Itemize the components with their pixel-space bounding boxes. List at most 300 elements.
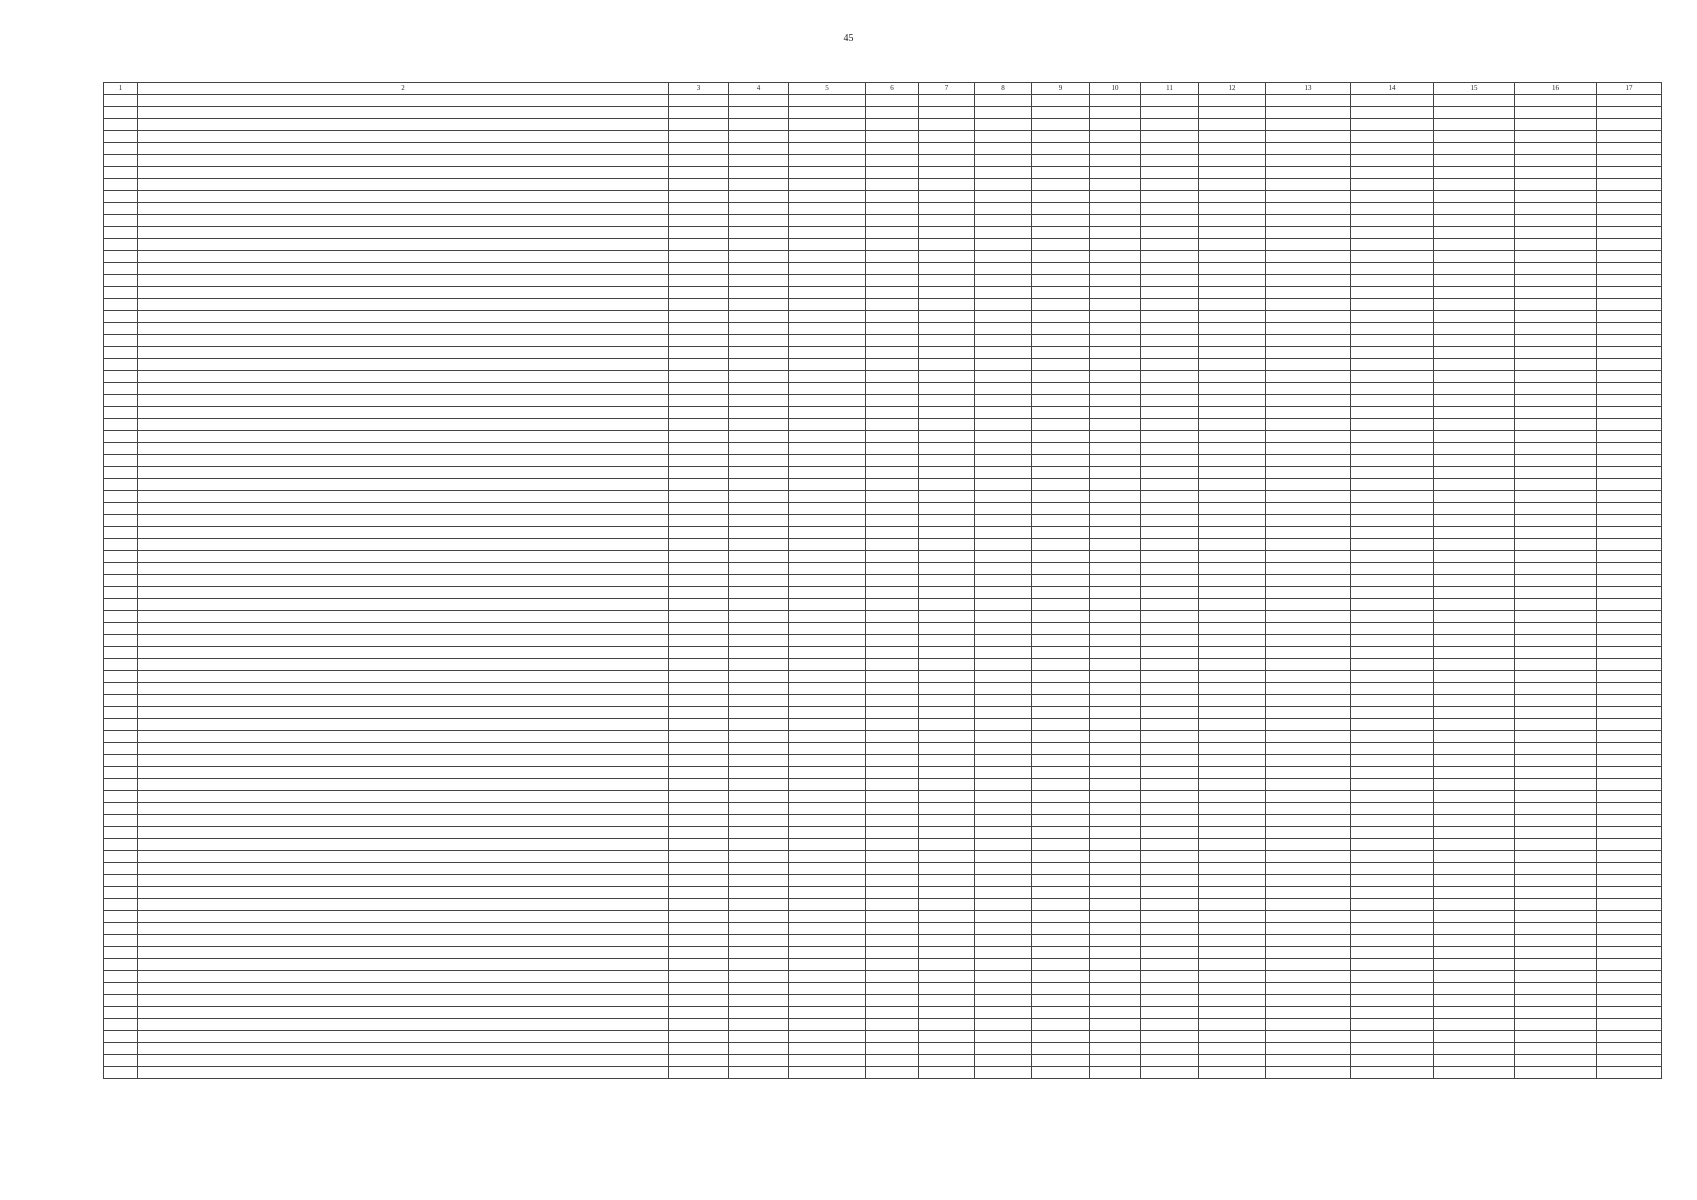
table-cell	[789, 863, 866, 875]
table-cell	[1266, 443, 1351, 455]
table-cell	[1351, 647, 1434, 659]
col-header: 11	[1141, 83, 1199, 95]
table-cell	[1199, 707, 1266, 719]
table-cell	[866, 167, 919, 179]
table-row	[104, 635, 1662, 647]
table-cell	[669, 779, 729, 791]
table-cell	[1597, 827, 1662, 839]
table-cell	[1141, 983, 1199, 995]
table-cell	[1090, 1055, 1141, 1067]
table-cell	[1032, 983, 1090, 995]
table-cell	[729, 923, 789, 935]
table-cell	[789, 431, 866, 443]
table-cell	[1199, 683, 1266, 695]
table-cell	[1515, 839, 1597, 851]
table-cell	[789, 515, 866, 527]
table-cell	[919, 443, 975, 455]
table-cell	[1515, 599, 1597, 611]
table-cell	[1141, 659, 1199, 671]
table-cell	[1090, 143, 1141, 155]
table-cell	[669, 755, 729, 767]
table-cell	[1597, 251, 1662, 263]
table-cell	[1351, 587, 1434, 599]
table-cell	[1032, 239, 1090, 251]
table-cell	[789, 239, 866, 251]
table-cell	[975, 551, 1032, 563]
table-cell	[138, 947, 669, 959]
table-cell	[866, 503, 919, 515]
table-cell	[1434, 443, 1515, 455]
table-cell	[1434, 335, 1515, 347]
table-cell	[1199, 287, 1266, 299]
table-cell	[1141, 947, 1199, 959]
table-cell	[104, 515, 138, 527]
table-cell	[1266, 1007, 1351, 1019]
col-header: 17	[1597, 83, 1662, 95]
table-cell	[1351, 635, 1434, 647]
table-cell	[104, 107, 138, 119]
table-cell	[729, 995, 789, 1007]
table-cell	[1090, 431, 1141, 443]
table-cell	[1090, 839, 1141, 851]
table-cell	[1266, 395, 1351, 407]
table-cell	[789, 455, 866, 467]
table-cell	[975, 815, 1032, 827]
table-cell	[1434, 95, 1515, 107]
table-cell	[866, 839, 919, 851]
table-cell	[1199, 947, 1266, 959]
table-cell	[1032, 131, 1090, 143]
table-cell	[1515, 635, 1597, 647]
table-cell	[1266, 875, 1351, 887]
table-cell	[1199, 131, 1266, 143]
table-cell	[1199, 899, 1266, 911]
table-cell	[1141, 899, 1199, 911]
table-cell	[789, 251, 866, 263]
table-cell	[669, 155, 729, 167]
table-cell	[1597, 635, 1662, 647]
table-cell	[1032, 167, 1090, 179]
table-cell	[1199, 995, 1266, 1007]
table-cell	[104, 95, 138, 107]
table-cell	[1597, 539, 1662, 551]
table-cell	[669, 539, 729, 551]
table-cell	[729, 467, 789, 479]
table-cell	[1199, 971, 1266, 983]
table-cell	[1199, 1043, 1266, 1055]
table-row	[104, 1007, 1662, 1019]
table-cell	[729, 1055, 789, 1067]
table-cell	[1351, 599, 1434, 611]
table-cell	[1266, 371, 1351, 383]
table-cell	[789, 767, 866, 779]
table-cell	[789, 839, 866, 851]
table-cell	[729, 539, 789, 551]
table-cell	[1597, 1019, 1662, 1031]
table-cell	[1597, 683, 1662, 695]
table-cell	[104, 851, 138, 863]
table-cell	[1032, 179, 1090, 191]
table-cell	[104, 179, 138, 191]
table-cell	[1090, 935, 1141, 947]
col-header: 1	[104, 83, 138, 95]
table-cell	[669, 971, 729, 983]
table-cell	[1266, 587, 1351, 599]
table-cell	[1266, 311, 1351, 323]
table-cell	[669, 491, 729, 503]
table-cell	[138, 323, 669, 335]
table-row	[104, 827, 1662, 839]
table-cell	[1266, 935, 1351, 947]
table-cell	[789, 155, 866, 167]
table-cell	[1090, 659, 1141, 671]
table-cell	[1199, 587, 1266, 599]
col-header: 9	[1032, 83, 1090, 95]
table-cell	[729, 623, 789, 635]
table-cell	[1090, 371, 1141, 383]
table-cell	[729, 683, 789, 695]
table-row	[104, 1043, 1662, 1055]
table-cell	[1597, 899, 1662, 911]
table-cell	[1351, 119, 1434, 131]
table-cell	[975, 575, 1032, 587]
table-cell	[866, 1055, 919, 1067]
table-cell	[1515, 443, 1597, 455]
table-cell	[1090, 131, 1141, 143]
table-cell	[1090, 1007, 1141, 1019]
table-cell	[1597, 647, 1662, 659]
table-cell	[138, 935, 669, 947]
table-cell	[1351, 287, 1434, 299]
table-cell	[729, 743, 789, 755]
table-cell	[1351, 167, 1434, 179]
table-cell	[1515, 683, 1597, 695]
table-cell	[1090, 635, 1141, 647]
table-cell	[1266, 167, 1351, 179]
table-cell	[789, 947, 866, 959]
table-cell	[919, 491, 975, 503]
table-cell	[975, 1031, 1032, 1043]
table-row	[104, 755, 1662, 767]
table-cell	[975, 347, 1032, 359]
table-cell	[1141, 515, 1199, 527]
table-cell	[1199, 323, 1266, 335]
table-cell	[138, 179, 669, 191]
table-cell	[975, 527, 1032, 539]
table-cell	[729, 1019, 789, 1031]
table-cell	[1266, 407, 1351, 419]
table-cell	[104, 671, 138, 683]
table-cell	[919, 863, 975, 875]
table-cell	[789, 287, 866, 299]
table-cell	[1266, 179, 1351, 191]
table-cell	[1434, 803, 1515, 815]
table-cell	[1090, 695, 1141, 707]
table-cell	[1032, 155, 1090, 167]
table-cell	[1434, 203, 1515, 215]
table-cell	[104, 227, 138, 239]
table-cell	[975, 875, 1032, 887]
table-cell	[1032, 467, 1090, 479]
table-cell	[1141, 203, 1199, 215]
table-cell	[1351, 299, 1434, 311]
table-cell	[1434, 599, 1515, 611]
table-cell	[729, 335, 789, 347]
table-cell	[1515, 743, 1597, 755]
table-cell	[1199, 635, 1266, 647]
table-cell	[866, 899, 919, 911]
table-cell	[1351, 767, 1434, 779]
table-cell	[104, 143, 138, 155]
table-cell	[1032, 863, 1090, 875]
table-cell	[975, 503, 1032, 515]
table-row	[104, 227, 1662, 239]
table-cell	[1141, 215, 1199, 227]
table-cell	[729, 359, 789, 371]
table-cell	[866, 479, 919, 491]
table-cell	[1199, 539, 1266, 551]
table-cell	[1199, 263, 1266, 275]
table-row	[104, 743, 1662, 755]
table-cell	[1141, 623, 1199, 635]
table-cell	[138, 371, 669, 383]
col-header: 6	[866, 83, 919, 95]
table-cell	[1199, 479, 1266, 491]
table-cell	[669, 371, 729, 383]
table-cell	[1434, 947, 1515, 959]
table-cell	[1199, 779, 1266, 791]
table-cell	[1597, 143, 1662, 155]
table-cell	[866, 623, 919, 635]
table-cell	[1515, 503, 1597, 515]
table-cell	[1141, 131, 1199, 143]
table-cell	[1141, 695, 1199, 707]
table-cell	[866, 1043, 919, 1055]
table-row	[104, 851, 1662, 863]
table-cell	[975, 899, 1032, 911]
table-cell	[1090, 443, 1141, 455]
table-cell	[138, 239, 669, 251]
table-cell	[104, 1067, 138, 1079]
table-row	[104, 527, 1662, 539]
table-cell	[138, 983, 669, 995]
table-cell	[1351, 431, 1434, 443]
table-cell	[1141, 587, 1199, 599]
table-cell	[1597, 455, 1662, 467]
table-row	[104, 587, 1662, 599]
table-cell	[669, 551, 729, 563]
table-cell	[669, 479, 729, 491]
table-cell	[975, 983, 1032, 995]
table-cell	[919, 479, 975, 491]
table-cell	[104, 623, 138, 635]
table-cell	[975, 131, 1032, 143]
table-cell	[1597, 767, 1662, 779]
table-cell	[1597, 179, 1662, 191]
table-cell	[975, 695, 1032, 707]
table-cell	[1597, 347, 1662, 359]
table-cell	[1032, 227, 1090, 239]
table-cell	[866, 431, 919, 443]
table-cell	[1141, 551, 1199, 563]
table-cell	[1199, 527, 1266, 539]
table-cell	[1351, 551, 1434, 563]
table-cell	[1266, 743, 1351, 755]
table-cell	[104, 491, 138, 503]
col-header: 5	[789, 83, 866, 95]
table-cell	[1141, 971, 1199, 983]
table-cell	[669, 527, 729, 539]
table-cell	[975, 1055, 1032, 1067]
table-row	[104, 443, 1662, 455]
table-cell	[669, 191, 729, 203]
table-cell	[1090, 995, 1141, 1007]
table-cell	[104, 299, 138, 311]
table-cell	[789, 695, 866, 707]
table-cell	[138, 263, 669, 275]
table-cell	[1141, 1031, 1199, 1043]
table-cell	[1434, 419, 1515, 431]
table-cell	[1199, 647, 1266, 659]
table-cell	[1266, 611, 1351, 623]
table-cell	[138, 971, 669, 983]
table-cell	[919, 1067, 975, 1079]
table-cell	[1266, 215, 1351, 227]
table-cell	[1141, 479, 1199, 491]
table-cell	[1199, 431, 1266, 443]
table-cell	[729, 863, 789, 875]
table-cell	[104, 635, 138, 647]
table-cell	[1434, 995, 1515, 1007]
table-cell	[1434, 767, 1515, 779]
table-cell	[1032, 779, 1090, 791]
table-cell	[919, 599, 975, 611]
table-cell	[1090, 527, 1141, 539]
table-cell	[1515, 899, 1597, 911]
table-row	[104, 971, 1662, 983]
table-cell	[1597, 563, 1662, 575]
table-cell	[975, 599, 1032, 611]
table-cell	[1090, 455, 1141, 467]
table-cell	[1515, 287, 1597, 299]
table-cell	[669, 251, 729, 263]
table-cell	[975, 839, 1032, 851]
table-cell	[1515, 479, 1597, 491]
table-cell	[669, 215, 729, 227]
table-cell	[1199, 1067, 1266, 1079]
table-cell	[669, 911, 729, 923]
table-cell	[866, 527, 919, 539]
table-cell	[789, 827, 866, 839]
table-cell	[1199, 383, 1266, 395]
table-cell	[975, 239, 1032, 251]
table-cell	[975, 491, 1032, 503]
table-cell	[1199, 887, 1266, 899]
table-cell	[1597, 743, 1662, 755]
table-cell	[866, 1007, 919, 1019]
table-cell	[1266, 899, 1351, 911]
table-cell	[1515, 455, 1597, 467]
table-row	[104, 875, 1662, 887]
table-cell	[729, 371, 789, 383]
table-cell	[919, 311, 975, 323]
table-cell	[1434, 263, 1515, 275]
table-cell	[1434, 827, 1515, 839]
table-cell	[789, 983, 866, 995]
table-cell	[866, 983, 919, 995]
table-cell	[669, 719, 729, 731]
table-cell	[1199, 791, 1266, 803]
table-cell	[1434, 791, 1515, 803]
table-cell	[729, 707, 789, 719]
table-cell	[1515, 923, 1597, 935]
table-cell	[1515, 971, 1597, 983]
table-cell	[1141, 107, 1199, 119]
table-cell	[919, 107, 975, 119]
table-cell	[1515, 119, 1597, 131]
col-header: 13	[1266, 83, 1351, 95]
table-row	[104, 239, 1662, 251]
table-cell	[1090, 575, 1141, 587]
table-cell	[1515, 227, 1597, 239]
table-cell	[1351, 911, 1434, 923]
table-cell	[975, 851, 1032, 863]
table-cell	[789, 107, 866, 119]
table-cell	[866, 671, 919, 683]
table-cell	[1090, 599, 1141, 611]
table-cell	[1199, 767, 1266, 779]
table-cell	[1597, 467, 1662, 479]
table-cell	[866, 203, 919, 215]
table-row	[104, 983, 1662, 995]
table-cell	[1032, 443, 1090, 455]
table-cell	[1141, 527, 1199, 539]
table-cell	[789, 323, 866, 335]
table-cell	[1434, 683, 1515, 695]
table-cell	[1597, 263, 1662, 275]
table-cell	[919, 695, 975, 707]
table-cell	[1351, 719, 1434, 731]
table-cell	[1434, 875, 1515, 887]
table-cell	[1032, 887, 1090, 899]
table-row	[104, 647, 1662, 659]
table-row	[104, 923, 1662, 935]
table-cell	[729, 779, 789, 791]
table-cell	[1351, 935, 1434, 947]
table-cell	[729, 659, 789, 671]
table-cell	[1141, 1007, 1199, 1019]
table-row	[104, 779, 1662, 791]
table-cell	[729, 119, 789, 131]
table-cell	[1434, 131, 1515, 143]
table-row	[104, 275, 1662, 287]
table-cell	[1199, 359, 1266, 371]
table-cell	[138, 119, 669, 131]
table-cell	[1515, 983, 1597, 995]
table-cell	[104, 959, 138, 971]
table-cell	[669, 1043, 729, 1055]
table-cell	[729, 95, 789, 107]
table-cell	[1597, 287, 1662, 299]
table-cell	[789, 479, 866, 491]
table-cell	[975, 743, 1032, 755]
table-cell	[1597, 863, 1662, 875]
table-cell	[1199, 515, 1266, 527]
table-cell	[1199, 599, 1266, 611]
table-cell	[1434, 851, 1515, 863]
table-cell	[1351, 1031, 1434, 1043]
table-cell	[789, 671, 866, 683]
